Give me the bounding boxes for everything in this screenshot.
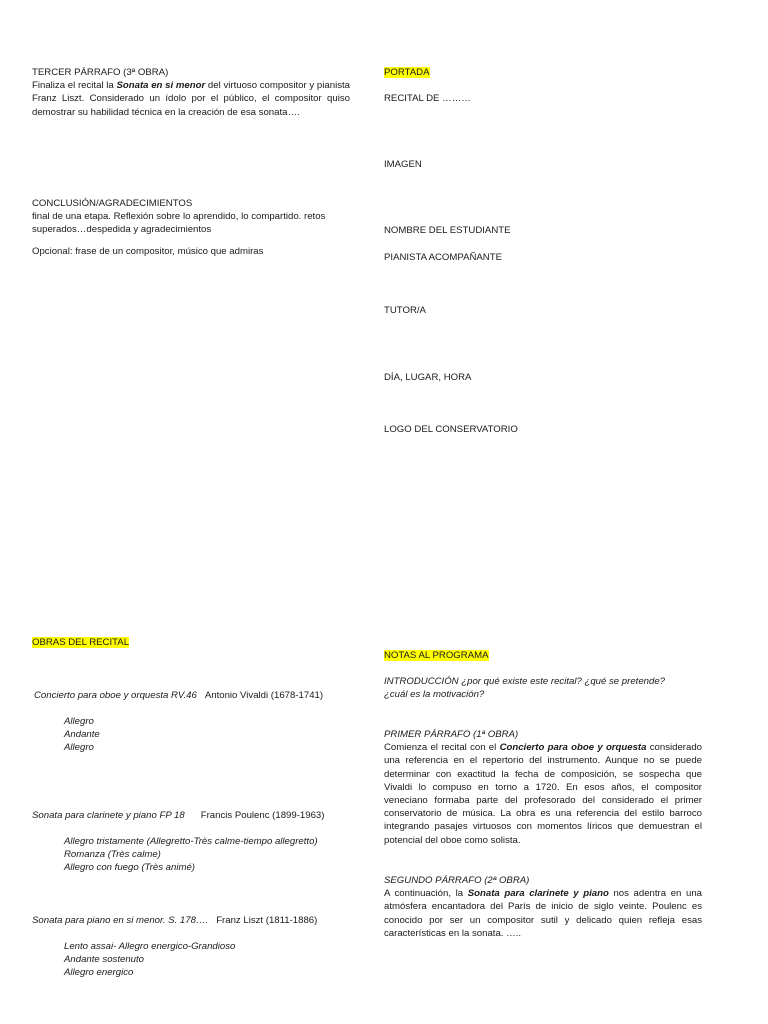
primer-parrafo-heading: PRIMER PÁRRAFO (1ª OBRA): [384, 729, 519, 740]
text-run: Comienza el recital con el: [384, 742, 500, 754]
movement: Andante: [64, 729, 100, 741]
work-1-movements: [64, 715, 100, 755]
portada-heading: PORTADA: [384, 67, 430, 78]
segundo-parrafo-heading: SEGUNDO PÁRRAFO (2ª OBRA): [384, 875, 530, 886]
notas-heading: NOTAS AL PROGRAMA: [384, 650, 489, 661]
portada-estudiante: NOMBRE DEL ESTUDIANTE: [384, 225, 511, 236]
work-title: Sonata en si menor: [116, 80, 206, 92]
work-1-header: [34, 689, 323, 702]
conclusion-section: [32, 197, 352, 258]
tercer-parrafo-section: [32, 66, 350, 119]
movement: Allegro con fuego (Très animé): [64, 862, 195, 874]
work-title: Sonata para piano en si menor. S. 178….: [32, 915, 209, 926]
portada-imagen: IMAGEN: [384, 159, 422, 170]
portada-logo: LOGO DEL CONSERVATORIO: [384, 424, 518, 435]
obras-heading: OBRAS DEL RECITAL: [32, 637, 130, 648]
movement: Allegro tristamente (Allegretto-Très calme-tiempo allegretto): [64, 836, 318, 847]
conclusion-text: final de una etapa. Reflexión sobre lo aprendido, lo compartido. retos superados…despedida y agradecimientos: [32, 211, 326, 236]
primer-parrafo-section: [384, 728, 702, 847]
conclusion-heading: CONCLUSIÓN/AGRADECIMIENTOS: [32, 198, 193, 209]
text-run: considerado una referencia en el repertorio del instrumento. Aunque no se puede determinar con exactitud la fecha de composición, se sospecha que Vivaldi lo compuso en torno a 1720. En esos años, el compositor veneciano formaba parte del profesorado del considerado el primer conservatorio de música. La obra es una referencia del estilo barroco integrando pasajes virtuosos con momentos líricos que demuestran el potencial del oboe como solista.: [384, 742, 703, 846]
tercer-parrafo-text: [32, 79, 350, 119]
portada-tutor: TUTOR/A: [384, 305, 426, 316]
text-run: Finaliza el recital la: [32, 80, 117, 92]
work-title: Concierto para oboe y orquesta RV.46: [34, 690, 197, 701]
tercer-parrafo-heading: TERCER PÁRRAFO (3ª OBRA): [32, 67, 169, 78]
primer-parrafo-text: [384, 741, 702, 847]
movement: Allegro: [64, 742, 94, 754]
work-title: Sonata para clarinete y piano: [467, 888, 609, 900]
work-title: Sonata para clarinete y piano FP 18: [32, 810, 185, 821]
segundo-parrafo-text: [384, 887, 702, 940]
conclusion-optional: Opcional: frase de un compositor, músico que admiras: [32, 245, 264, 257]
movement: Romanza (Très calme): [64, 849, 161, 861]
work-2-movements: [64, 835, 318, 875]
movement: Andante sostenuto: [64, 954, 145, 966]
segundo-parrafo-section: [384, 874, 702, 940]
work-composer: Franz Liszt (1811-1886): [216, 915, 318, 926]
portada-recital: RECITAL DE ………: [384, 93, 471, 104]
text-run: nos adentra en una atmósfera encantadora del París de inicio de siglo veinte. Poulenc es conocido por ser un compositor sutil y delicado quien refleja esas características en la sonata. …..: [384, 888, 702, 939]
text-run: A continuación, la: [384, 888, 468, 900]
portada-dia: DÍA, LUGAR, HORA: [384, 372, 472, 383]
work-2-header: [32, 809, 324, 822]
work-3-header: [32, 914, 317, 927]
notas-intro: INTRODUCCIÓN ¿por qué existe este recital? ¿qué se pretende? ¿cuál es la motivación?: [384, 676, 666, 701]
portada-pianista: PIANISTA ACOMPAÑANTE: [384, 252, 502, 263]
text-run: del virtuoso compositor y pianista Franz Liszt. Considerado un ídolo por el público, el compositor quiso demostrar su habilidad técnica en la creación de esa sonata….: [32, 80, 350, 118]
work-composer: Francis Poulenc (1899-1963): [200, 810, 325, 821]
movement: Allegro energico: [64, 967, 134, 979]
work-title: Concierto para oboe y orquesta: [499, 742, 647, 754]
work-3-movements: [64, 940, 235, 980]
movement: Allegro: [64, 716, 94, 727]
work-composer: Antonio Vivaldi (1678-1741): [204, 690, 324, 701]
movement: Lento assai- Allegro energico-Grandioso: [64, 941, 236, 952]
